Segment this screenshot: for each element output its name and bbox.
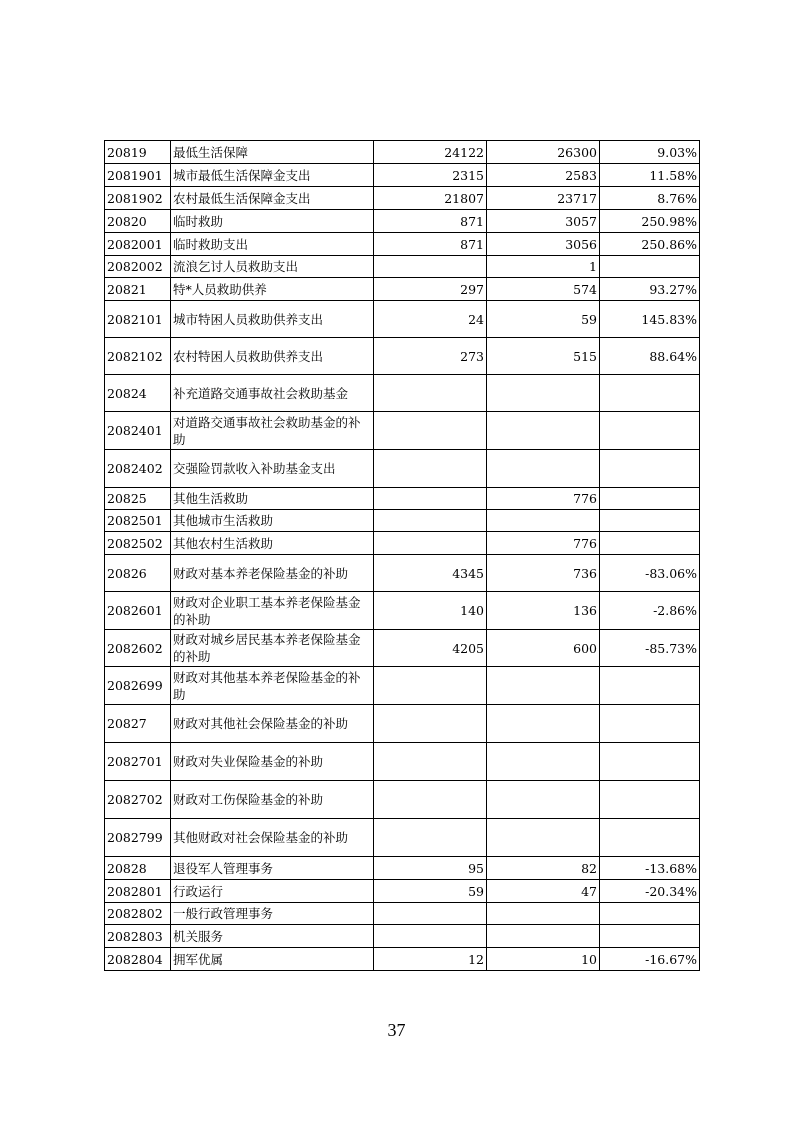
row-percent	[600, 743, 700, 781]
row-name: 流浪乞讨人员救助支出	[171, 256, 374, 278]
row-value-2	[487, 819, 600, 857]
row-code: 20821	[105, 278, 171, 301]
row-value-2	[487, 705, 600, 743]
table-row	[105, 532, 700, 555]
row-percent: 250.86%	[600, 233, 700, 256]
table-row	[105, 141, 700, 164]
row-value-1: 21807	[374, 187, 487, 210]
row-percent: 145.83%	[600, 301, 700, 338]
row-name: 农村最低生活保障金支出	[171, 187, 374, 210]
row-code: 2082602	[105, 630, 171, 667]
row-value-1	[374, 256, 487, 278]
row-value-1	[374, 743, 487, 781]
row-code: 2082699	[105, 667, 171, 705]
row-name: 最低生活保障	[171, 141, 374, 164]
row-value-1: 273	[374, 338, 487, 375]
table-row	[105, 450, 700, 488]
row-value-2: 26300	[487, 141, 600, 164]
row-percent: -20.34%	[600, 880, 700, 903]
table-row	[105, 187, 700, 210]
row-percent: -13.68%	[600, 857, 700, 880]
row-value-2: 1	[487, 256, 600, 278]
row-value-1	[374, 819, 487, 857]
table-row	[105, 705, 700, 743]
row-value-2	[487, 450, 600, 488]
row-code: 2082102	[105, 338, 171, 375]
row-name: 财政对基本养老保险基金的补助	[171, 555, 374, 592]
row-name: 财政对企业职工基本养老保险基金的补助	[171, 592, 374, 630]
row-percent: 11.58%	[600, 164, 700, 187]
table-row	[105, 903, 700, 925]
row-value-1: 2315	[374, 164, 487, 187]
row-value-2	[487, 375, 600, 412]
table-row	[105, 510, 700, 532]
row-name: 拥军优属	[171, 948, 374, 971]
row-value-2: 600	[487, 630, 600, 667]
row-percent: 88.64%	[600, 338, 700, 375]
row-value-1: 24122	[374, 141, 487, 164]
table-row	[105, 233, 700, 256]
row-code: 2082501	[105, 510, 171, 532]
row-value-2	[487, 412, 600, 450]
table-row	[105, 925, 700, 948]
row-percent	[600, 819, 700, 857]
row-percent: -83.06%	[600, 555, 700, 592]
row-value-2: 574	[487, 278, 600, 301]
row-percent	[600, 412, 700, 450]
row-value-2: 10	[487, 948, 600, 971]
row-percent: 8.76%	[600, 187, 700, 210]
row-value-1	[374, 510, 487, 532]
row-value-2: 2583	[487, 164, 600, 187]
row-value-2	[487, 510, 600, 532]
row-percent: -16.67%	[600, 948, 700, 971]
row-value-1	[374, 450, 487, 488]
row-code: 2082001	[105, 233, 171, 256]
table-row	[105, 210, 700, 233]
row-code: 2082701	[105, 743, 171, 781]
row-value-1: 4205	[374, 630, 487, 667]
row-code: 2082802	[105, 903, 171, 925]
row-code: 2082502	[105, 532, 171, 555]
row-code: 2082002	[105, 256, 171, 278]
row-value-1: 871	[374, 233, 487, 256]
row-code: 2082601	[105, 592, 171, 630]
table-row	[105, 667, 700, 705]
row-code: 2082101	[105, 301, 171, 338]
row-name: 其他财政对社会保险基金的补助	[171, 819, 374, 857]
row-value-1	[374, 488, 487, 510]
table-row	[105, 948, 700, 971]
table-body	[105, 141, 700, 971]
table-row	[105, 630, 700, 667]
row-name: 其他城市生活救助	[171, 510, 374, 532]
row-code: 2082402	[105, 450, 171, 488]
table-row	[105, 301, 700, 338]
row-value-1: 871	[374, 210, 487, 233]
row-code: 2082401	[105, 412, 171, 450]
row-value-2: 736	[487, 555, 600, 592]
row-name: 城市特困人员救助供养支出	[171, 301, 374, 338]
row-value-2: 23717	[487, 187, 600, 210]
row-name: 财政对城乡居民基本养老保险基金的补助	[171, 630, 374, 667]
row-name: 交强险罚款收入补助基金支出	[171, 450, 374, 488]
row-value-1: 95	[374, 857, 487, 880]
row-percent	[600, 510, 700, 532]
row-code: 20824	[105, 375, 171, 412]
row-value-1	[374, 412, 487, 450]
row-percent: 250.98%	[600, 210, 700, 233]
table-row	[105, 781, 700, 819]
page-number: 37	[387, 1020, 406, 1040]
row-code: 20820	[105, 210, 171, 233]
row-value-1: 59	[374, 880, 487, 903]
table-row	[105, 555, 700, 592]
row-name: 对道路交通事故社会救助基金的补助	[171, 412, 374, 450]
row-code: 2081901	[105, 164, 171, 187]
table-row	[105, 338, 700, 375]
row-code: 2082803	[105, 925, 171, 948]
row-code: 20819	[105, 141, 171, 164]
row-code: 2081902	[105, 187, 171, 210]
row-code: 20827	[105, 705, 171, 743]
row-name: 补充道路交通事故社会救助基金	[171, 375, 374, 412]
row-percent	[600, 256, 700, 278]
table-row	[105, 164, 700, 187]
table-row	[105, 819, 700, 857]
row-percent	[600, 488, 700, 510]
row-value-2: 3056	[487, 233, 600, 256]
row-percent	[600, 705, 700, 743]
table-row	[105, 278, 700, 301]
row-name: 临时救助支出	[171, 233, 374, 256]
row-name: 财政对工伤保险基金的补助	[171, 781, 374, 819]
row-code: 20828	[105, 857, 171, 880]
row-value-1: 24	[374, 301, 487, 338]
row-percent: 93.27%	[600, 278, 700, 301]
row-name: 农村特困人员救助供养支出	[171, 338, 374, 375]
row-value-1	[374, 532, 487, 555]
table-row	[105, 256, 700, 278]
row-name: 财政对其他基本养老保险基金的补助	[171, 667, 374, 705]
row-value-2: 515	[487, 338, 600, 375]
row-value-1	[374, 781, 487, 819]
row-percent	[600, 781, 700, 819]
row-value-2: 3057	[487, 210, 600, 233]
table-row	[105, 857, 700, 880]
row-code: 2082801	[105, 880, 171, 903]
row-value-2: 82	[487, 857, 600, 880]
row-percent: 9.03%	[600, 141, 700, 164]
row-percent	[600, 903, 700, 925]
row-value-2: 59	[487, 301, 600, 338]
row-percent: -2.86%	[600, 592, 700, 630]
row-value-2: 47	[487, 880, 600, 903]
row-name: 财政对失业保险基金的补助	[171, 743, 374, 781]
budget-table	[104, 140, 700, 971]
row-code: 20826	[105, 555, 171, 592]
row-value-1	[374, 375, 487, 412]
row-name: 特*人员救助供养	[171, 278, 374, 301]
row-name: 退役军人管理事务	[171, 857, 374, 880]
row-value-2	[487, 903, 600, 925]
row-name: 一般行政管理事务	[171, 903, 374, 925]
row-name: 城市最低生活保障金支出	[171, 164, 374, 187]
row-value-2: 776	[487, 532, 600, 555]
row-value-1: 12	[374, 948, 487, 971]
table-row	[105, 880, 700, 903]
row-percent	[600, 450, 700, 488]
row-percent	[600, 375, 700, 412]
row-value-1: 297	[374, 278, 487, 301]
row-percent	[600, 532, 700, 555]
row-name: 其他生活救助	[171, 488, 374, 510]
table-row	[105, 375, 700, 412]
row-name: 财政对其他社会保险基金的补助	[171, 705, 374, 743]
row-value-2	[487, 781, 600, 819]
row-code: 2082804	[105, 948, 171, 971]
table-row	[105, 592, 700, 630]
row-percent	[600, 667, 700, 705]
row-value-1	[374, 925, 487, 948]
row-name: 机关服务	[171, 925, 374, 948]
row-value-1	[374, 903, 487, 925]
row-percent: -85.73%	[600, 630, 700, 667]
row-value-1	[374, 667, 487, 705]
row-code: 2082702	[105, 781, 171, 819]
table-row	[105, 488, 700, 510]
row-value-2	[487, 667, 600, 705]
row-code: 2082799	[105, 819, 171, 857]
row-value-1	[374, 705, 487, 743]
row-name: 临时救助	[171, 210, 374, 233]
row-value-2: 776	[487, 488, 600, 510]
row-value-2	[487, 743, 600, 781]
row-value-1: 4345	[374, 555, 487, 592]
row-value-2: 136	[487, 592, 600, 630]
row-code: 20825	[105, 488, 171, 510]
row-value-2	[487, 925, 600, 948]
row-name: 行政运行	[171, 880, 374, 903]
table-row	[105, 743, 700, 781]
row-percent	[600, 925, 700, 948]
row-value-1: 140	[374, 592, 487, 630]
table-row	[105, 412, 700, 450]
row-name: 其他农村生活救助	[171, 532, 374, 555]
